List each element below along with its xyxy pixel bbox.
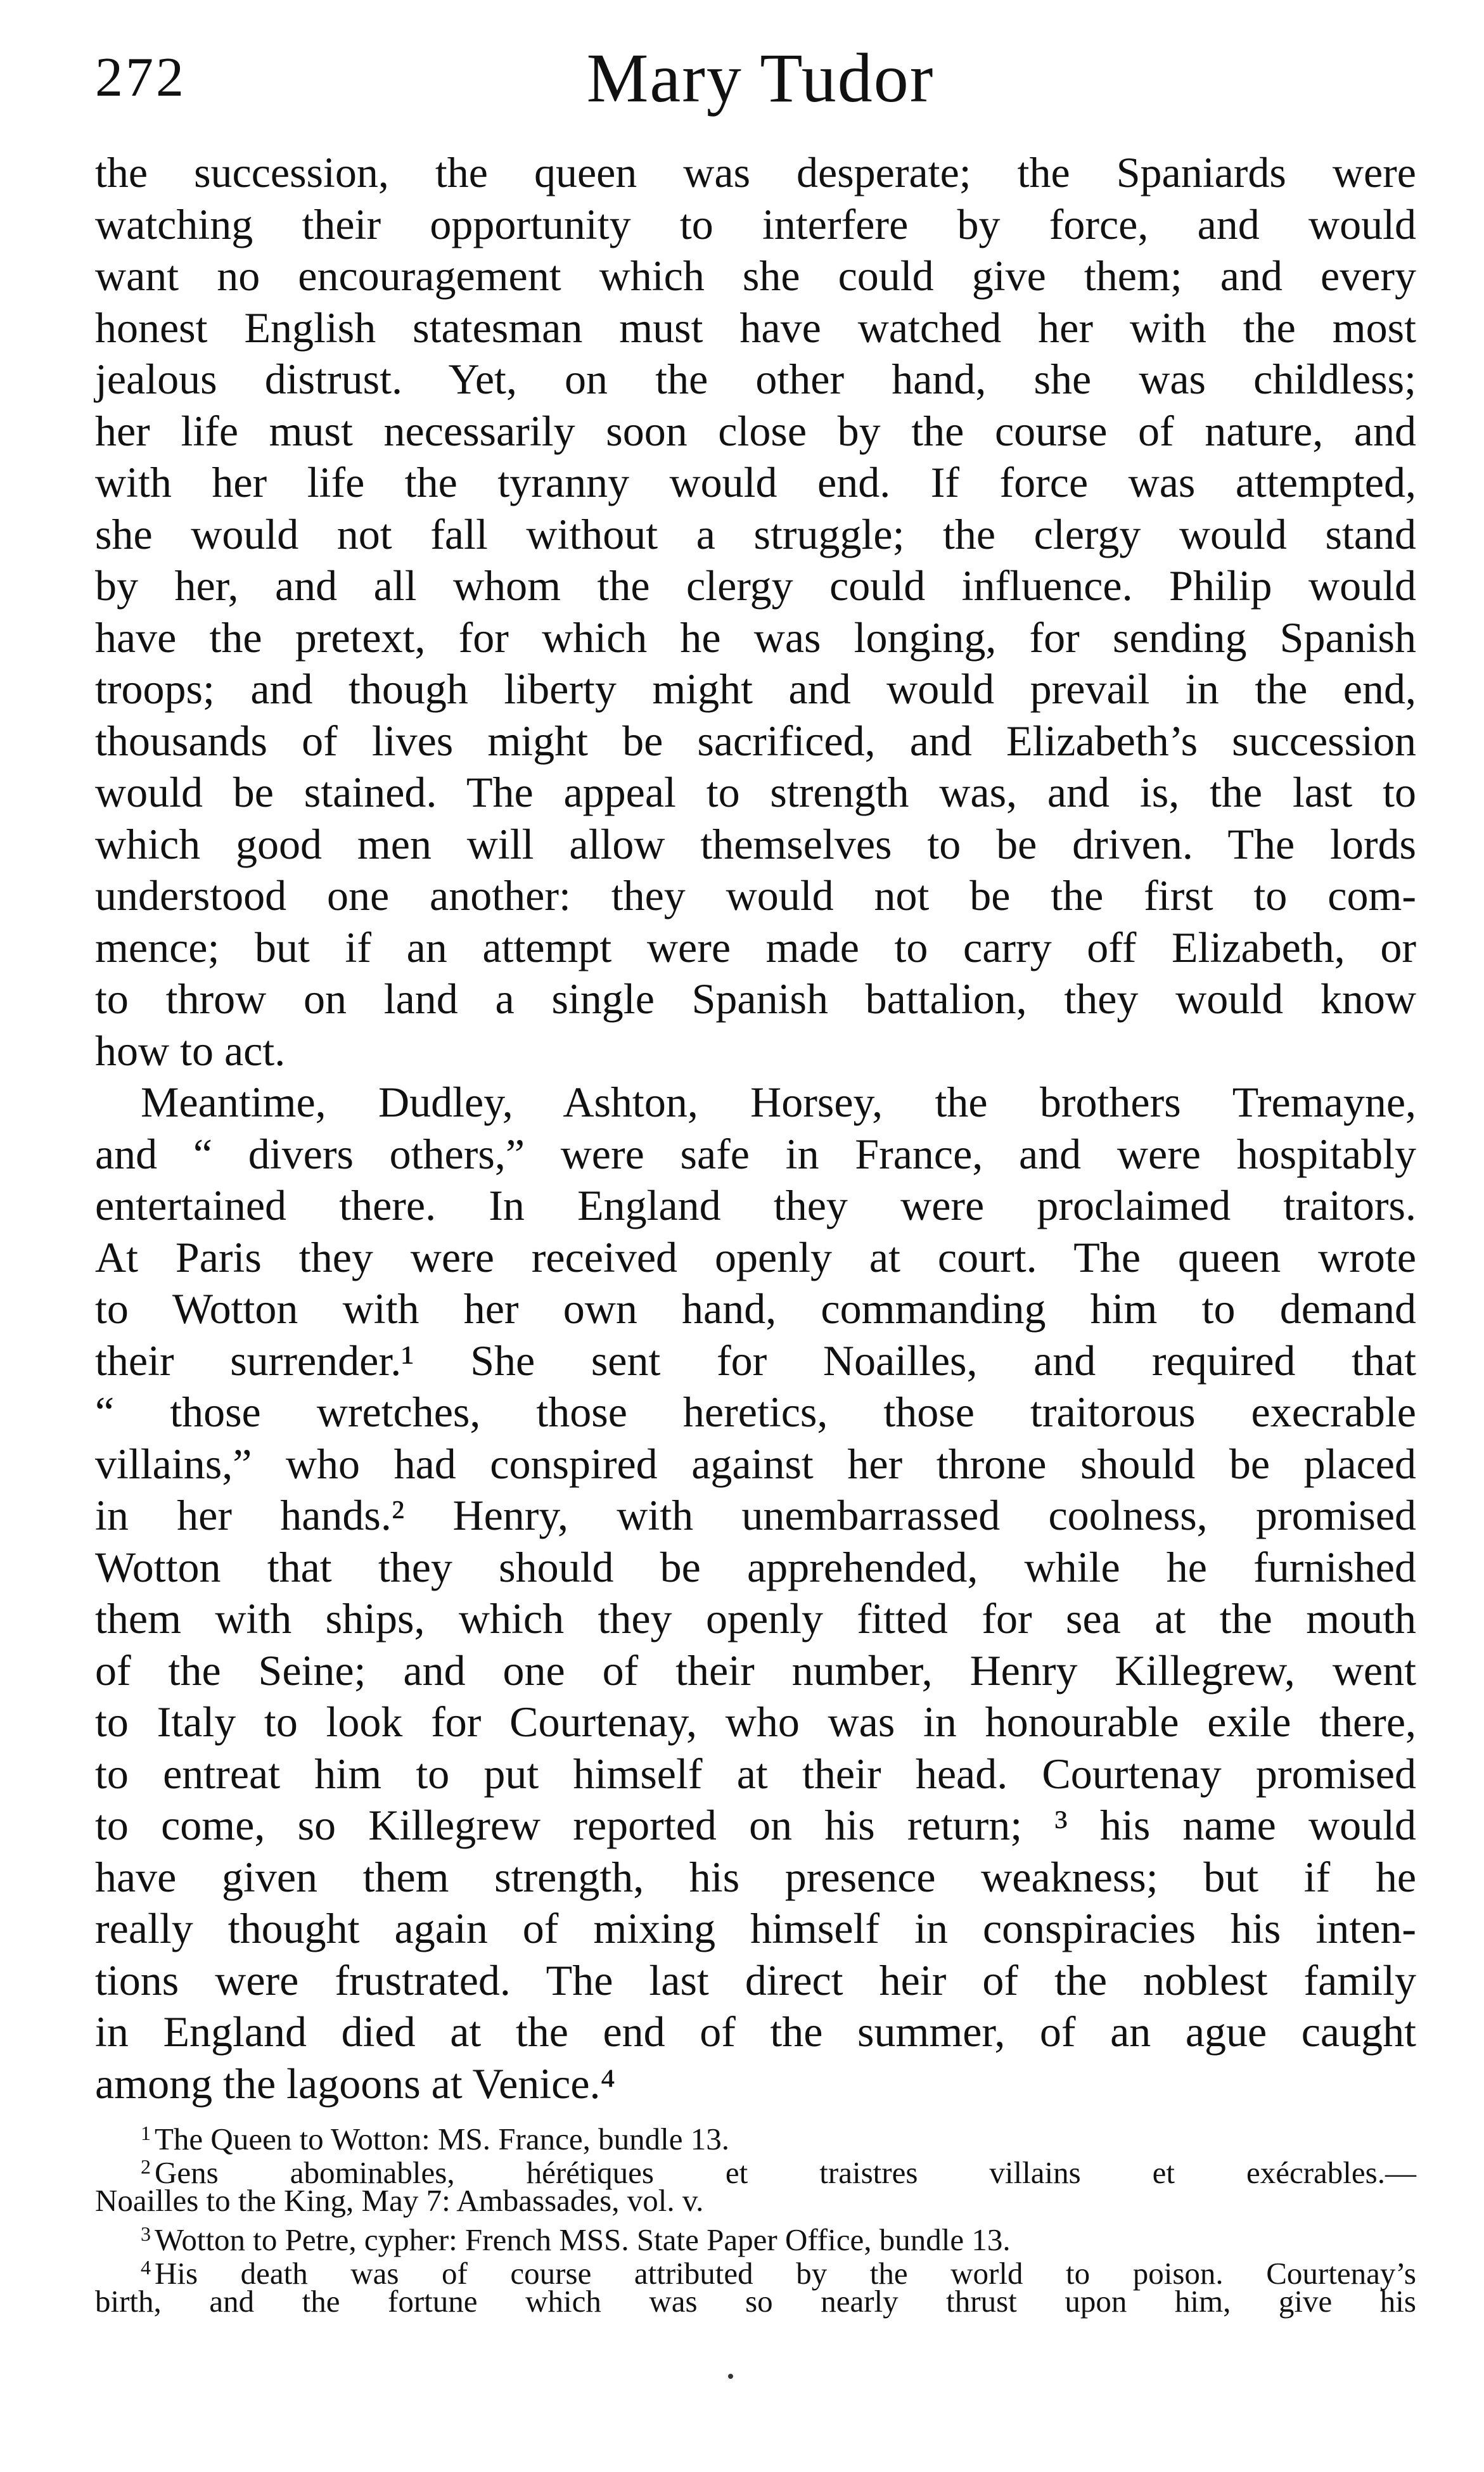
footnote-text: Wotton to Petre, cypher: French MSS. State Paper Office, bundle 13. (155, 2222, 1011, 2257)
body-text (95, 147, 1416, 2110)
text-line: to Italy to look for Courtenay, who was in honourable exile there, (95, 1698, 1416, 1746)
text-line: with her life the tyranny would end. If force was attempted, (95, 458, 1416, 506)
text-line: which good men will allow themselves to be driven. The lords (95, 819, 1416, 868)
footnote-2 (95, 2150, 1416, 2190)
text-line: jealous distrust. Yet, on the other hand, she was childless; (95, 355, 1416, 403)
running-title: Mary Tudor (586, 39, 935, 117)
text-line: understood one another: they would not be the first to com- (95, 871, 1416, 919)
paragraph-start-line: Meantime, Dudley, Ashton, Horsey, the brothers Tremayne, (141, 1078, 1416, 1126)
text-line: in her hands.² Henry, with unembarrassed coolness, promised (95, 1491, 1416, 1539)
footnote-marker: 2 (141, 2155, 151, 2178)
footnote-marker: 1 (141, 2122, 151, 2144)
text-line: watching their opportunity to interfere by force, and would (95, 200, 1416, 248)
text-line: tions were frustrated. The last direct heir of the noblest family (95, 1956, 1416, 2004)
text-line: villains,” who had conspired against her throne should be placed (95, 1439, 1416, 1488)
text-line: by her, and all whom the clergy could influence. Philip would (95, 561, 1416, 610)
text-line: honest English statesman must have watched her with the most (95, 303, 1416, 352)
text-line: have given them strength, his presence weakness; but if he (95, 1852, 1416, 1901)
text-line: want no encouragement which she could give them; and every (95, 252, 1416, 300)
text-line: her life must necessarily soon close by the course of nature, and (95, 406, 1416, 455)
footnote-2-continued: Noailles to the King, May 7: Ambassades, vol. v. (95, 2183, 704, 2218)
footnote-marker: 3 (141, 2222, 151, 2245)
text-line: really thought again of mixing himself in conspiracies his inten- (95, 1904, 1416, 1952)
footnote-4 (95, 2251, 1416, 2291)
footnote-1 (95, 2117, 1416, 2156)
text-line: them with ships, which they openly fitted for sea at the mouth (95, 1594, 1416, 1643)
text-line: to come, so Killegrew reported on his return; ³ his name would (95, 1801, 1416, 1849)
page-number: 272 (95, 47, 186, 108)
footnote-text: Gens abominables, hérétiques et traistres villains et exécrables.— (155, 2155, 1416, 2190)
text-line: entertained there. In England they were proclaimed traitors. (95, 1181, 1416, 1229)
text-line: would be stained. The appeal to strength was, and is, the last to (95, 768, 1416, 816)
printer-mark (728, 2374, 733, 2379)
paragraph-end-line: how to act. (95, 1026, 286, 1075)
footnote-text: The Queen to Wotton: MS. France, bundle 13. (155, 2122, 729, 2156)
footnote-text: His death was of course attributed by the world to poison. Courtenay’s (155, 2256, 1416, 2291)
text-line: in England died at the end of the summer, of an ague caught (95, 2008, 1416, 2056)
text-line: “ those wretches, those heretics, those traitorous execrable (95, 1388, 1416, 1436)
text-line: have the pretext, for which he was longing, for sending Spanish (95, 613, 1416, 662)
text-line: to Wotton with her own hand, commanding him to demand (95, 1284, 1416, 1333)
text-line: thousands of lives might be sacrificed, and Elizabeth’s succession (95, 716, 1416, 765)
footnote-4-continued: birth, and the fortune which was so nearly thrust upon him, give his (95, 2284, 1416, 2319)
text-line: the succession, the queen was desperate; the Spaniards were (95, 148, 1416, 196)
text-line: troops; and though liberty might and would prevail in the end, (95, 665, 1416, 713)
text-line: to entreat him to put himself at their head. Courtenay promised (95, 1749, 1416, 1798)
paragraph-end-line: among the lagoons at Venice.⁴ (95, 2059, 616, 2108)
text-line: she would not fall without a struggle; the clergy would stand (95, 509, 1416, 558)
footnotes (95, 2117, 1416, 2318)
text-line: mence; but if an attempt were made to carry off Elizabeth, or (95, 923, 1416, 971)
text-line: Wotton that they should be apprehended, while he furnished (95, 1542, 1416, 1591)
text-line: their surrender.¹ She sent for Noailles, and required that (95, 1336, 1416, 1385)
running-head (95, 38, 1426, 133)
footnote-marker: 4 (141, 2256, 151, 2279)
text-line: At Paris they were received openly at court. The queen wrote (95, 1233, 1416, 1281)
text-line: and “ divers others,” were safe in France, and were hospitably (95, 1129, 1416, 1178)
text-line: of the Seine; and one of their number, Henry Killegrew, went (95, 1646, 1416, 1694)
text-line: to throw on land a single Spanish battalion, they would know (95, 975, 1416, 1023)
footnote-3 (95, 2217, 1416, 2257)
